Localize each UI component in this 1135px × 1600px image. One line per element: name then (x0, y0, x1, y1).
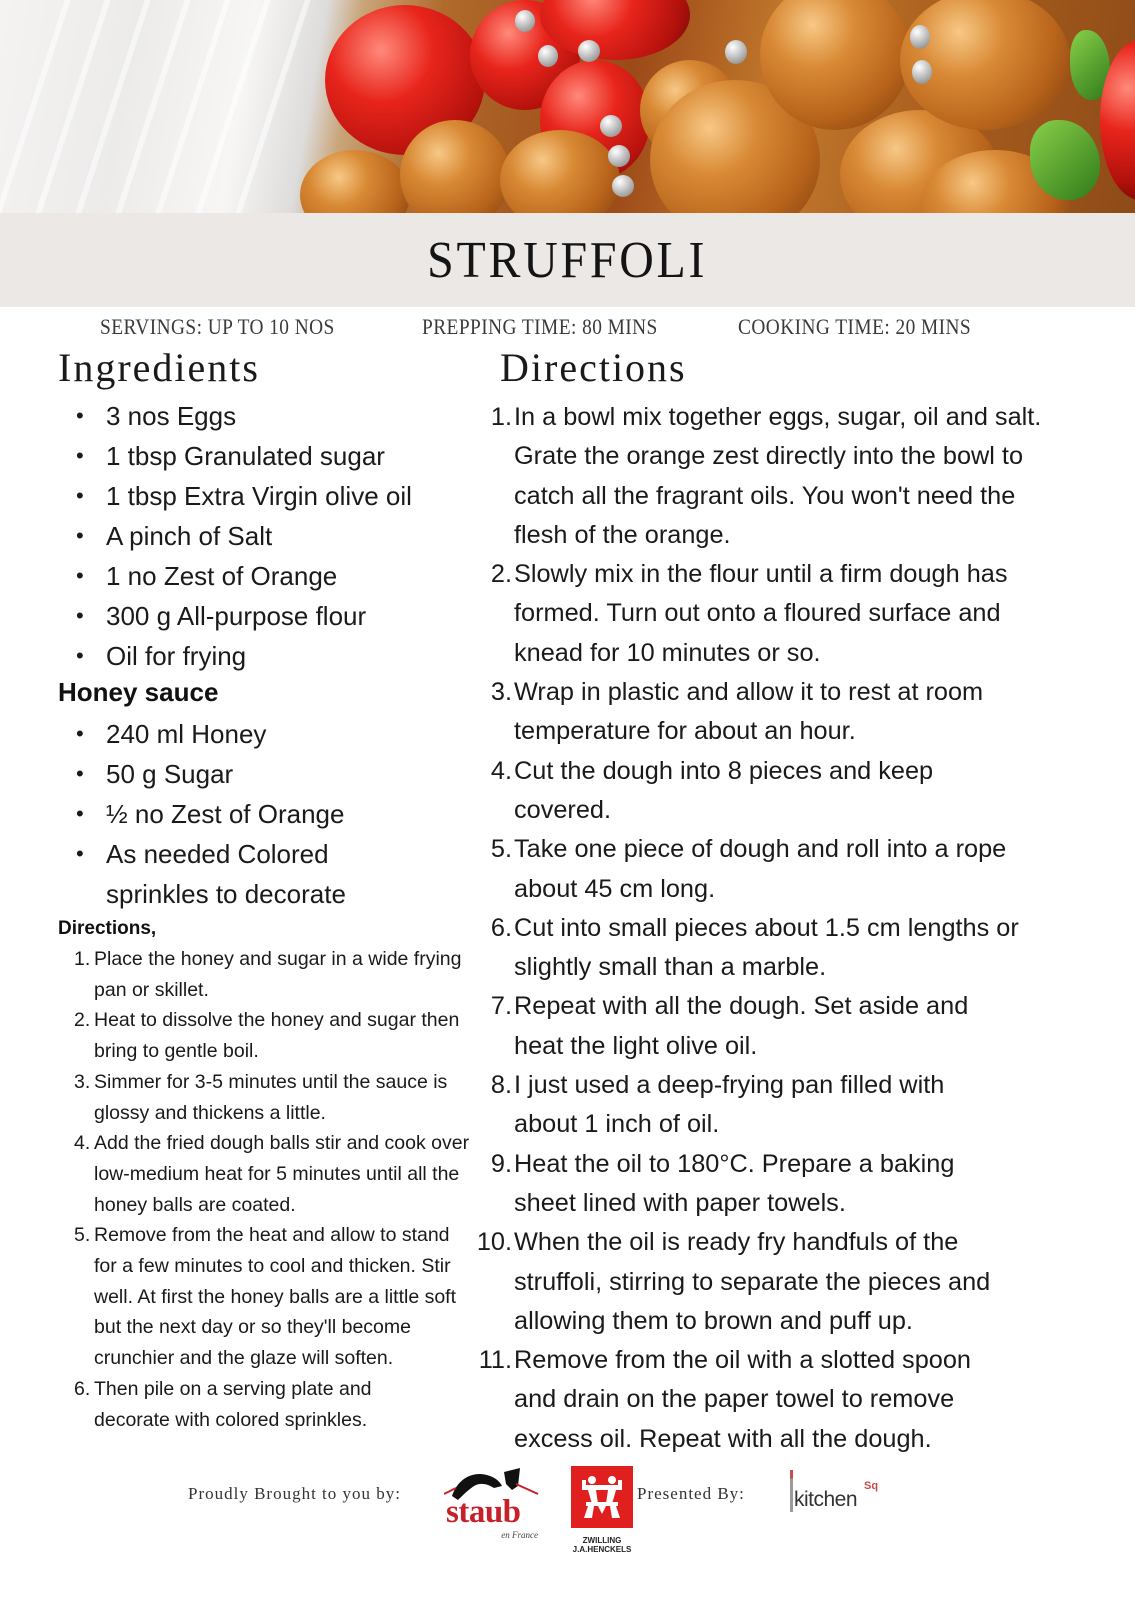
zwilling-wordmark: ZWILLING J.A.HENCKELS (572, 1536, 632, 1554)
bullet-icon: • (76, 841, 84, 866)
ingredient-item: • 1 no Zest of Orange (58, 556, 412, 596)
bullet-icon: • (76, 721, 84, 746)
bullet-icon: • (76, 801, 84, 826)
zwilling-logo (571, 1466, 633, 1528)
sauce-step: 5. Remove from the heat and allow to stand for a few minutes to cool and thicken. Stir well. At first the honey balls are a little soft but the next day or so they'll become crunchier and the glaze will soften. (74, 1224, 457, 1370)
ingredient-item: • 240 ml Honey (58, 714, 458, 754)
sauce-step: 3. Simmer for 3-5 minutes until the sauce is glossy and thickens a little. (74, 1070, 448, 1124)
direction-step: 6. Cut into small pieces about 1.5 cm lengths or slightly small than a marble. (490, 913, 1019, 982)
servings-info: SERVINGS: UP TO 10 NOS (100, 314, 335, 339)
kitchen-superscript: Sq (864, 1480, 879, 1492)
bullet-icon: • (76, 443, 84, 468)
direction-step: 2. Slowly mix in the flour until a firm dough has formed. Turn out onto a floured surface and knead for 10 minutes or so. (490, 560, 1008, 667)
sauce-step: 2. Heat to dissolve the honey and sugar then bring to gentle boil. (74, 1009, 460, 1063)
recipe-meta-row (0, 314, 1135, 344)
directions-list (474, 398, 1044, 1459)
honey-sauce-heading: Honey sauce (58, 677, 219, 707)
honey-sauce-list (58, 714, 458, 914)
prep-time-info: PREPPING TIME: 80 MINS (422, 314, 658, 339)
direction-step: 4. Cut the dough into 8 pieces and keep covered. (490, 756, 934, 824)
directions-heading: Directions (500, 345, 687, 390)
staub-logo (444, 1466, 544, 1540)
direction-step: 9. Heat the oil to 180°C. Prepare a baking sheet lined with paper towels. (490, 1149, 955, 1217)
hero-food-photo (0, 0, 1135, 213)
sauce-step: 1. Place the honey and sugar in a wide frying pan or skillet. (74, 948, 462, 1001)
bullet-icon: • (76, 403, 84, 428)
sauce-step: 6. Then pile on a serving plate and decorate with colored sprinkles. (74, 1377, 372, 1431)
bullet-icon: • (76, 643, 84, 668)
ingredient-item: • 50 g Sugar (58, 754, 458, 794)
staub-subtitle: en France (501, 1530, 538, 1540)
ingredient-item: • 1 tbsp Extra Virgin olive oil (58, 476, 412, 516)
ingredient-item: • Oil for frying (58, 636, 412, 676)
staub-wordmark: staub (446, 1494, 521, 1530)
direction-step: 11. Remove from the oil with a slotted spoon and drain on the paper towel to remove excess oil. Repeat with all the dough. (478, 1346, 971, 1453)
knife-icon (790, 1470, 793, 1512)
sponsor-label: Proudly Brought to you by: (188, 1484, 402, 1503)
cook-time-info: COOKING TIME: 20 MINS (738, 314, 972, 339)
direction-step: 1. In a bowl mix together eggs, sugar, oil and salt. Grate the orange zest directly into the bowl to catch all the fragrant oils. You won't need the flesh of the orange. (490, 403, 1042, 549)
ingredient-item: • 300 g All-purpose flour (58, 596, 412, 636)
direction-step: 5. Take one piece of dough and roll into a rope about 45 cm long. (490, 835, 1007, 903)
direction-step: 8. I just used a deep-frying pan filled with about 1 inch of oil. (490, 1071, 945, 1139)
bullet-icon: • (76, 603, 84, 628)
ingredients-heading: Ingredients (58, 345, 260, 390)
direction-step: 3. Wrap in plastic and allow it to rest at room temperature for about an hour. (490, 678, 984, 746)
sauce-directions-heading: Directions, (58, 918, 157, 939)
kitchen-wordmark: kitchen (794, 1488, 858, 1511)
bullet-icon: • (76, 563, 84, 588)
title-band (0, 213, 1135, 307)
footer (0, 1464, 1135, 1600)
bullet-icon: • (76, 523, 84, 548)
ingredient-item: • 1 tbsp Granulated sugar (58, 436, 412, 476)
ingredient-item: • A pinch of Salt (58, 516, 412, 556)
kitchen-sq-logo (790, 1470, 880, 1520)
recipe-title: STRUFFOLI (427, 231, 708, 289)
presenter-label: Presented By: (637, 1484, 745, 1503)
ingredient-item: • ½ no Zest of Orange (58, 794, 458, 834)
direction-step: 10. When the oil is ready fry handfuls of the struffoli, stirring to separate the pieces and allowing them to brown and puff up. (476, 1228, 991, 1335)
bullet-icon: • (76, 483, 84, 508)
direction-step: 7. Repeat with all the dough. Set aside and heat the light olive oil. (490, 992, 969, 1060)
twin-figures-icon (571, 1466, 633, 1528)
ingredient-item: • 3 nos Eggs (58, 396, 412, 436)
ingredients-list (58, 396, 412, 676)
bullet-icon: • (76, 761, 84, 786)
sauce-directions-list (74, 944, 474, 1435)
sauce-step: 4. Add the fried dough balls stir and cook over low-medium heat for 5 minutes until all the honey balls are coated. (74, 1132, 470, 1216)
ingredient-item: • As needed Colored sprinkles to decorate (58, 834, 388, 914)
